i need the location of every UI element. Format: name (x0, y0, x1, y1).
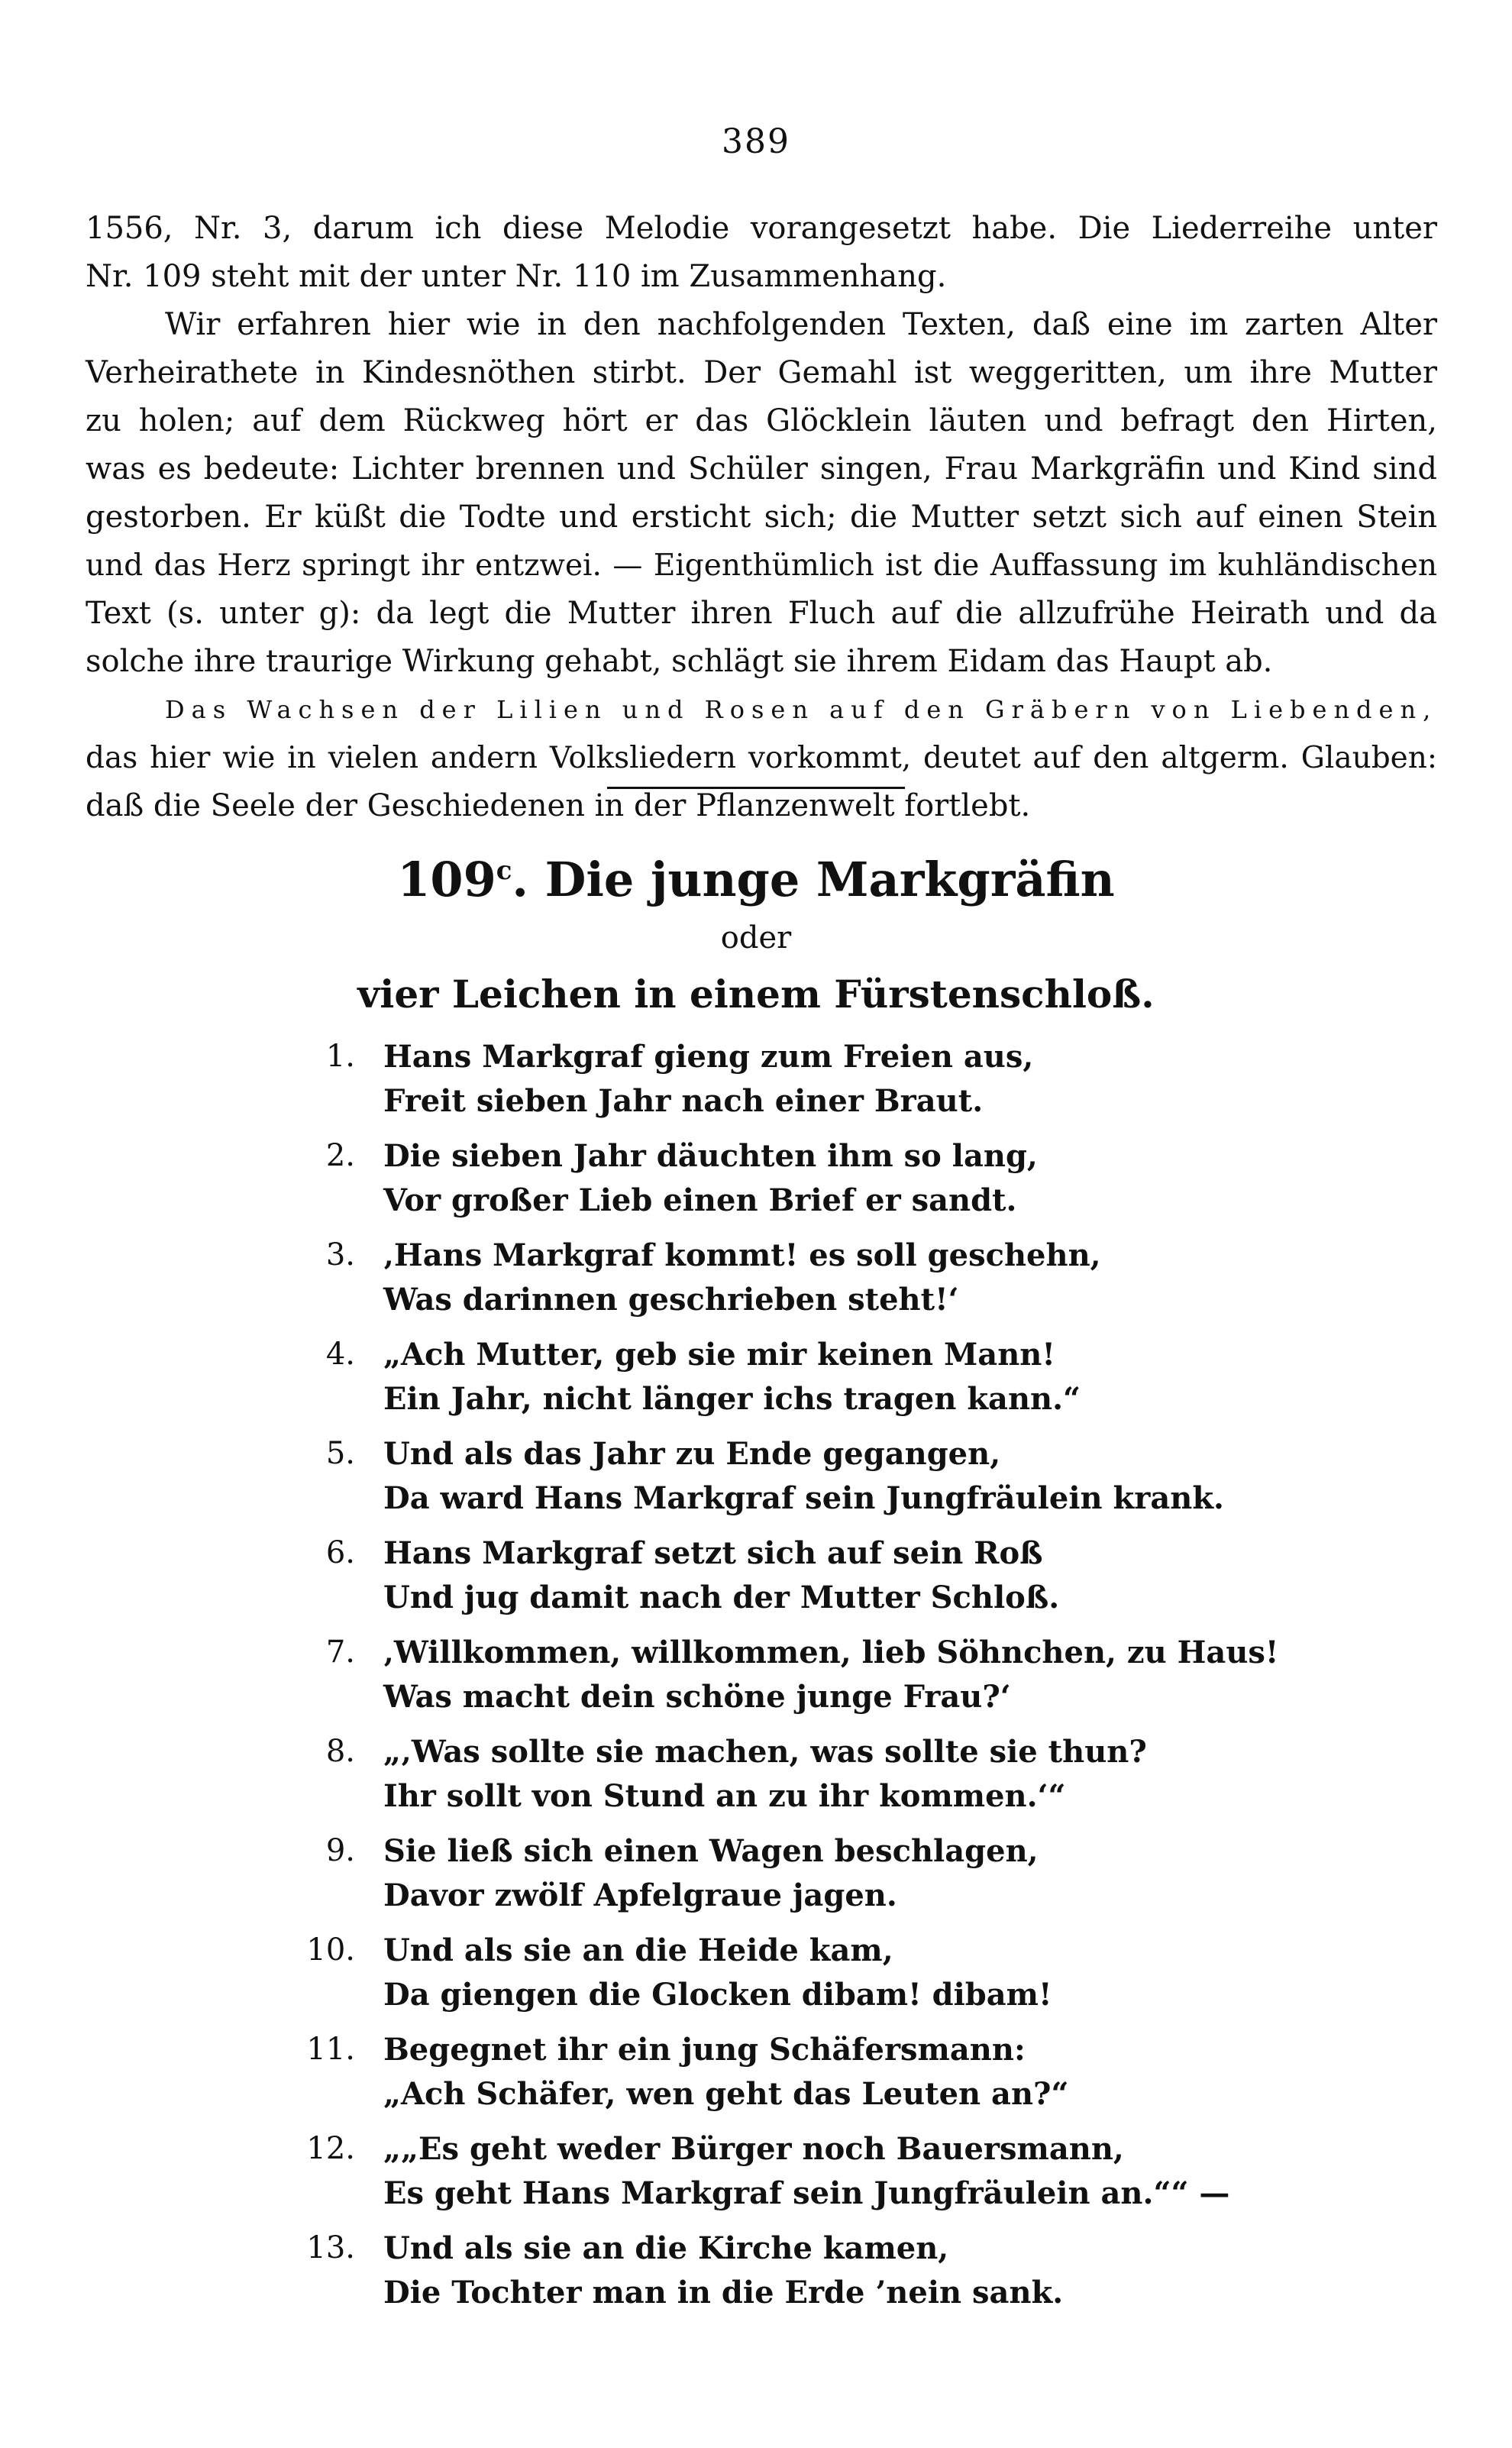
stanza-line-1: Hans Markgraf setzt sich auf sein Roß (383, 1535, 1043, 1571)
stanza-line-2: Und jug damit nach der Mutter Schloß. (383, 1580, 1060, 1615)
stanza-line-2: Vor großer Lieb einen Brief er sandt. (383, 1182, 1017, 1218)
commentary-line: Text (s. unter g): da legt die Mutter ihren Fluch auf die allzufrühe Heirath und da (86, 596, 1437, 631)
commentary-line: zu holen; auf dem Rückweg hört er das Glöcklein läuten und befragt den Hirten, (86, 403, 1437, 438)
stanza (313, 1529, 1382, 1628)
stanza-line-1: Die sieben Jahr däuchten ihm so lang, (383, 1138, 1038, 1174)
commentary-line: Nr. 109 steht mit der unter Nr. 110 im Zusammenhang. (86, 259, 947, 294)
commentary-paragraphs (86, 205, 1437, 830)
stanza-line-1: Und als sie an die Kirche kamen, (383, 2230, 949, 2266)
stanza-number: 5. (325, 1436, 355, 1471)
commentary-line: Das Wachsen der Lilien und Rosen auf den Gräbern von Liebenden, (165, 695, 1438, 724)
stanza (313, 1430, 1382, 1529)
stanza-line-1: „„Es geht weder Bürger noch Bauersmann, (383, 2131, 1124, 2167)
stanza-number: 3. (325, 1237, 355, 1273)
song-title-text: Die junge Markgräfin (544, 852, 1115, 907)
stanza-line-2: Was darinnen geschrieben steht!‘ (383, 1282, 959, 1318)
stanza (306, 2224, 1382, 2323)
stanza-line-1: ‚Willkommen, willkommen, lieb Söhnchen, zu Haus! (383, 1635, 1279, 1670)
stanza-line-2: Da giengen die Glocken dibam! dibam! (383, 1977, 1052, 2013)
stanza (313, 1033, 1382, 1132)
stanza-number: 2. (325, 1138, 355, 1173)
stanza-line-2: Es geht Hans Markgraf sein Jungfräulein an.““ — (383, 2175, 1230, 2211)
song-number-dot: . (512, 852, 529, 907)
commentary-line: daß die Seele der Geschiedenen in der Pflanzenwelt fortlebt. (86, 788, 1031, 823)
stanza-line-2: Da ward Hans Markgraf sein Jungfräulein krank. (383, 1480, 1224, 1516)
section-divider (607, 787, 905, 789)
stanza-number: 12. (306, 2131, 355, 2166)
stanza-line-2: Freit sieben Jahr nach einer Braut. (383, 1083, 984, 1119)
commentary-line: das hier wie in vielen andern Volksliedern vorkommt, deutet auf den altgerm. Glauben: (86, 741, 1437, 775)
stanza-number: 10. (306, 1932, 355, 1968)
stanza-line-2: Davor zwölf Apfelgraue jagen. (383, 1877, 897, 1913)
song-title (0, 840, 1512, 910)
stanza (313, 1231, 1382, 1331)
stanza-line-2: Die Tochter man in die Erde ’nein sank. (383, 2275, 1064, 2311)
stanza-number: 4. (325, 1337, 355, 1372)
stanza-number: 8. (325, 1734, 355, 1769)
stanza-number: 7. (325, 1635, 355, 1670)
stanza (313, 1628, 1382, 1728)
stanza (313, 1728, 1382, 1827)
stanza-number: 1. (325, 1039, 355, 1074)
stanza (306, 2125, 1382, 2224)
commentary-line: und das Herz springt ihr entzwei. — Eigenthümlich ist die Auffassung im kuhländischen (86, 548, 1437, 583)
stanza-number: 9. (325, 1833, 355, 1868)
stanza-number: 6. (325, 1535, 355, 1570)
stanza (306, 2026, 1382, 2125)
stanza-number: 11. (306, 2032, 355, 2067)
stanza-line-2: Was macht dein schöne junge Frau?‘ (383, 1679, 1011, 1715)
commentary-line: gestorben. Er küßt die Todte und ersticht sich; die Mutter setzt sich auf einen Stein (86, 500, 1437, 535)
song-number: 109 (397, 852, 496, 907)
stanza-line-1: Begegnet ihr ein jung Schäfersmann: (383, 2032, 1026, 2068)
song-subtitle: vier Leichen in einem Fürstenschloß. (357, 972, 1155, 1017)
song-oder: oder (720, 920, 792, 956)
commentary-line: was es bedeute: Lichter brennen und Schüler singen, Frau Markgräfin und Kind sind (86, 451, 1437, 487)
stanza-line-1: Und als sie an die Heide kam, (383, 1932, 893, 1968)
stanza-line-1: Und als das Jahr zu Ende gegangen, (383, 1436, 1001, 1472)
stanza-line-1: Hans Markgraf gieng zum Freien aus, (383, 1039, 1034, 1075)
stanza (313, 1132, 1382, 1231)
stanza (306, 1926, 1382, 2026)
stanza-line-1: Sie ließ sich einen Wagen beschlagen, (383, 1833, 1039, 1869)
commentary-line: 1556, Nr. 3, darum ich diese Melodie vorangesetzt habe. Die Liederreihe unter (86, 211, 1437, 246)
stanza-line-1: ‚Hans Markgraf kommt! es soll geschehn, (383, 1237, 1101, 1273)
stanza-line-1: „Ach Mutter, geb sie mir keinen Mann! (383, 1337, 1055, 1373)
song-number-suffix: c (496, 855, 512, 886)
stanza-line-1: „‚Was sollte sie machen, was sollte sie thun? (383, 1734, 1147, 1770)
stanza (313, 1331, 1382, 1430)
stanza-number: 13. (306, 2230, 355, 2265)
stanza-line-2: Ein Jahr, nicht länger ichs tragen kann.“ (383, 1381, 1081, 1417)
song-stanzas (306, 1033, 1382, 2323)
commentary-line: Verheirathete in Kindesnöthen stirbt. Der Gemahl ist weggeritten, um ihre Mutter (86, 355, 1437, 390)
commentary-line: Wir erfahren hier wie in den nachfolgenden Texten, daß eine im zarten Alter (165, 307, 1437, 342)
stanza-line-2: „Ach Schäfer, wen geht das Leuten an?“ (383, 2076, 1069, 2112)
stanza (313, 1827, 1382, 1926)
page-number: 389 (722, 122, 790, 161)
commentary-line: solche ihre traurige Wirkung gehabt, schlägt sie ihrem Eidam das Haupt ab. (86, 644, 1273, 679)
stanza-line-2: Ihr sollt von Stund an zu ihr kommen.‘“ (383, 1778, 1066, 1814)
